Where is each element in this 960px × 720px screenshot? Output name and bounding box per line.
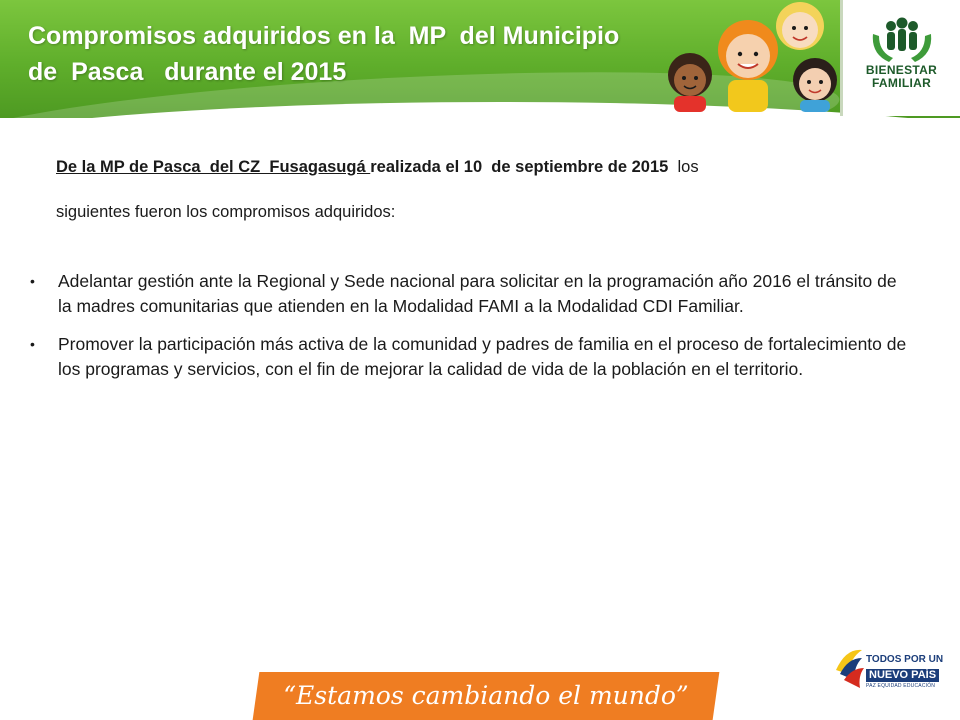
page-title [28,18,688,90]
intro-normal-text: los [668,158,699,176]
gov-line-3: PAZ EQUIDAD EDUCACIÓN [866,683,936,689]
gov-slogan [866,654,956,690]
list-item-text: Promover la participación más activa de la comunidad y padres de familia en el proceso de fortalecimiento de los programas y servicios, con el fin de mejorar la calidad de vida de la población en el territorio. [58,334,907,379]
slogan-text: “Estamos cambiando el mundo” [283,681,689,710]
list-item [30,269,910,318]
list-item [30,332,910,381]
bullet-icon: • [30,336,35,352]
gov-line-2: NUEVO PAÍS [866,669,939,682]
intro-line-2: siguientes fueron los compromisos adquiridos: [56,203,396,221]
gov-line-1: TODOS POR UN [866,654,944,665]
intro-underlined-text: De la MP de Pasca del CZ Fusagasugá [56,158,371,176]
title-line-1: Compromisos adquiridos en la MP del Municipio [28,22,620,50]
family-hands-icon [867,16,937,64]
intro-line-1 [56,156,916,178]
bullet-icon: • [30,273,35,289]
intro-bold-text: realizada el 10 de septiembre de 2015 [370,158,669,176]
commitments-list [30,269,910,395]
bienestar-familiar-logo [840,0,960,116]
title-line-2: de Pasca durante el 2015 [28,58,347,86]
logo-text: BIENESTAR FAMILIAR [865,63,938,90]
list-item-text: Adelantar gestión ante la Regional y Sede nacional para solicitar en la programación año 2016 el tránsito de la madres comunitarias que atienden en la Modalidad FAMI a la Modalidad CDI Familiar. [58,271,897,316]
children-illustration-icon [650,0,850,112]
